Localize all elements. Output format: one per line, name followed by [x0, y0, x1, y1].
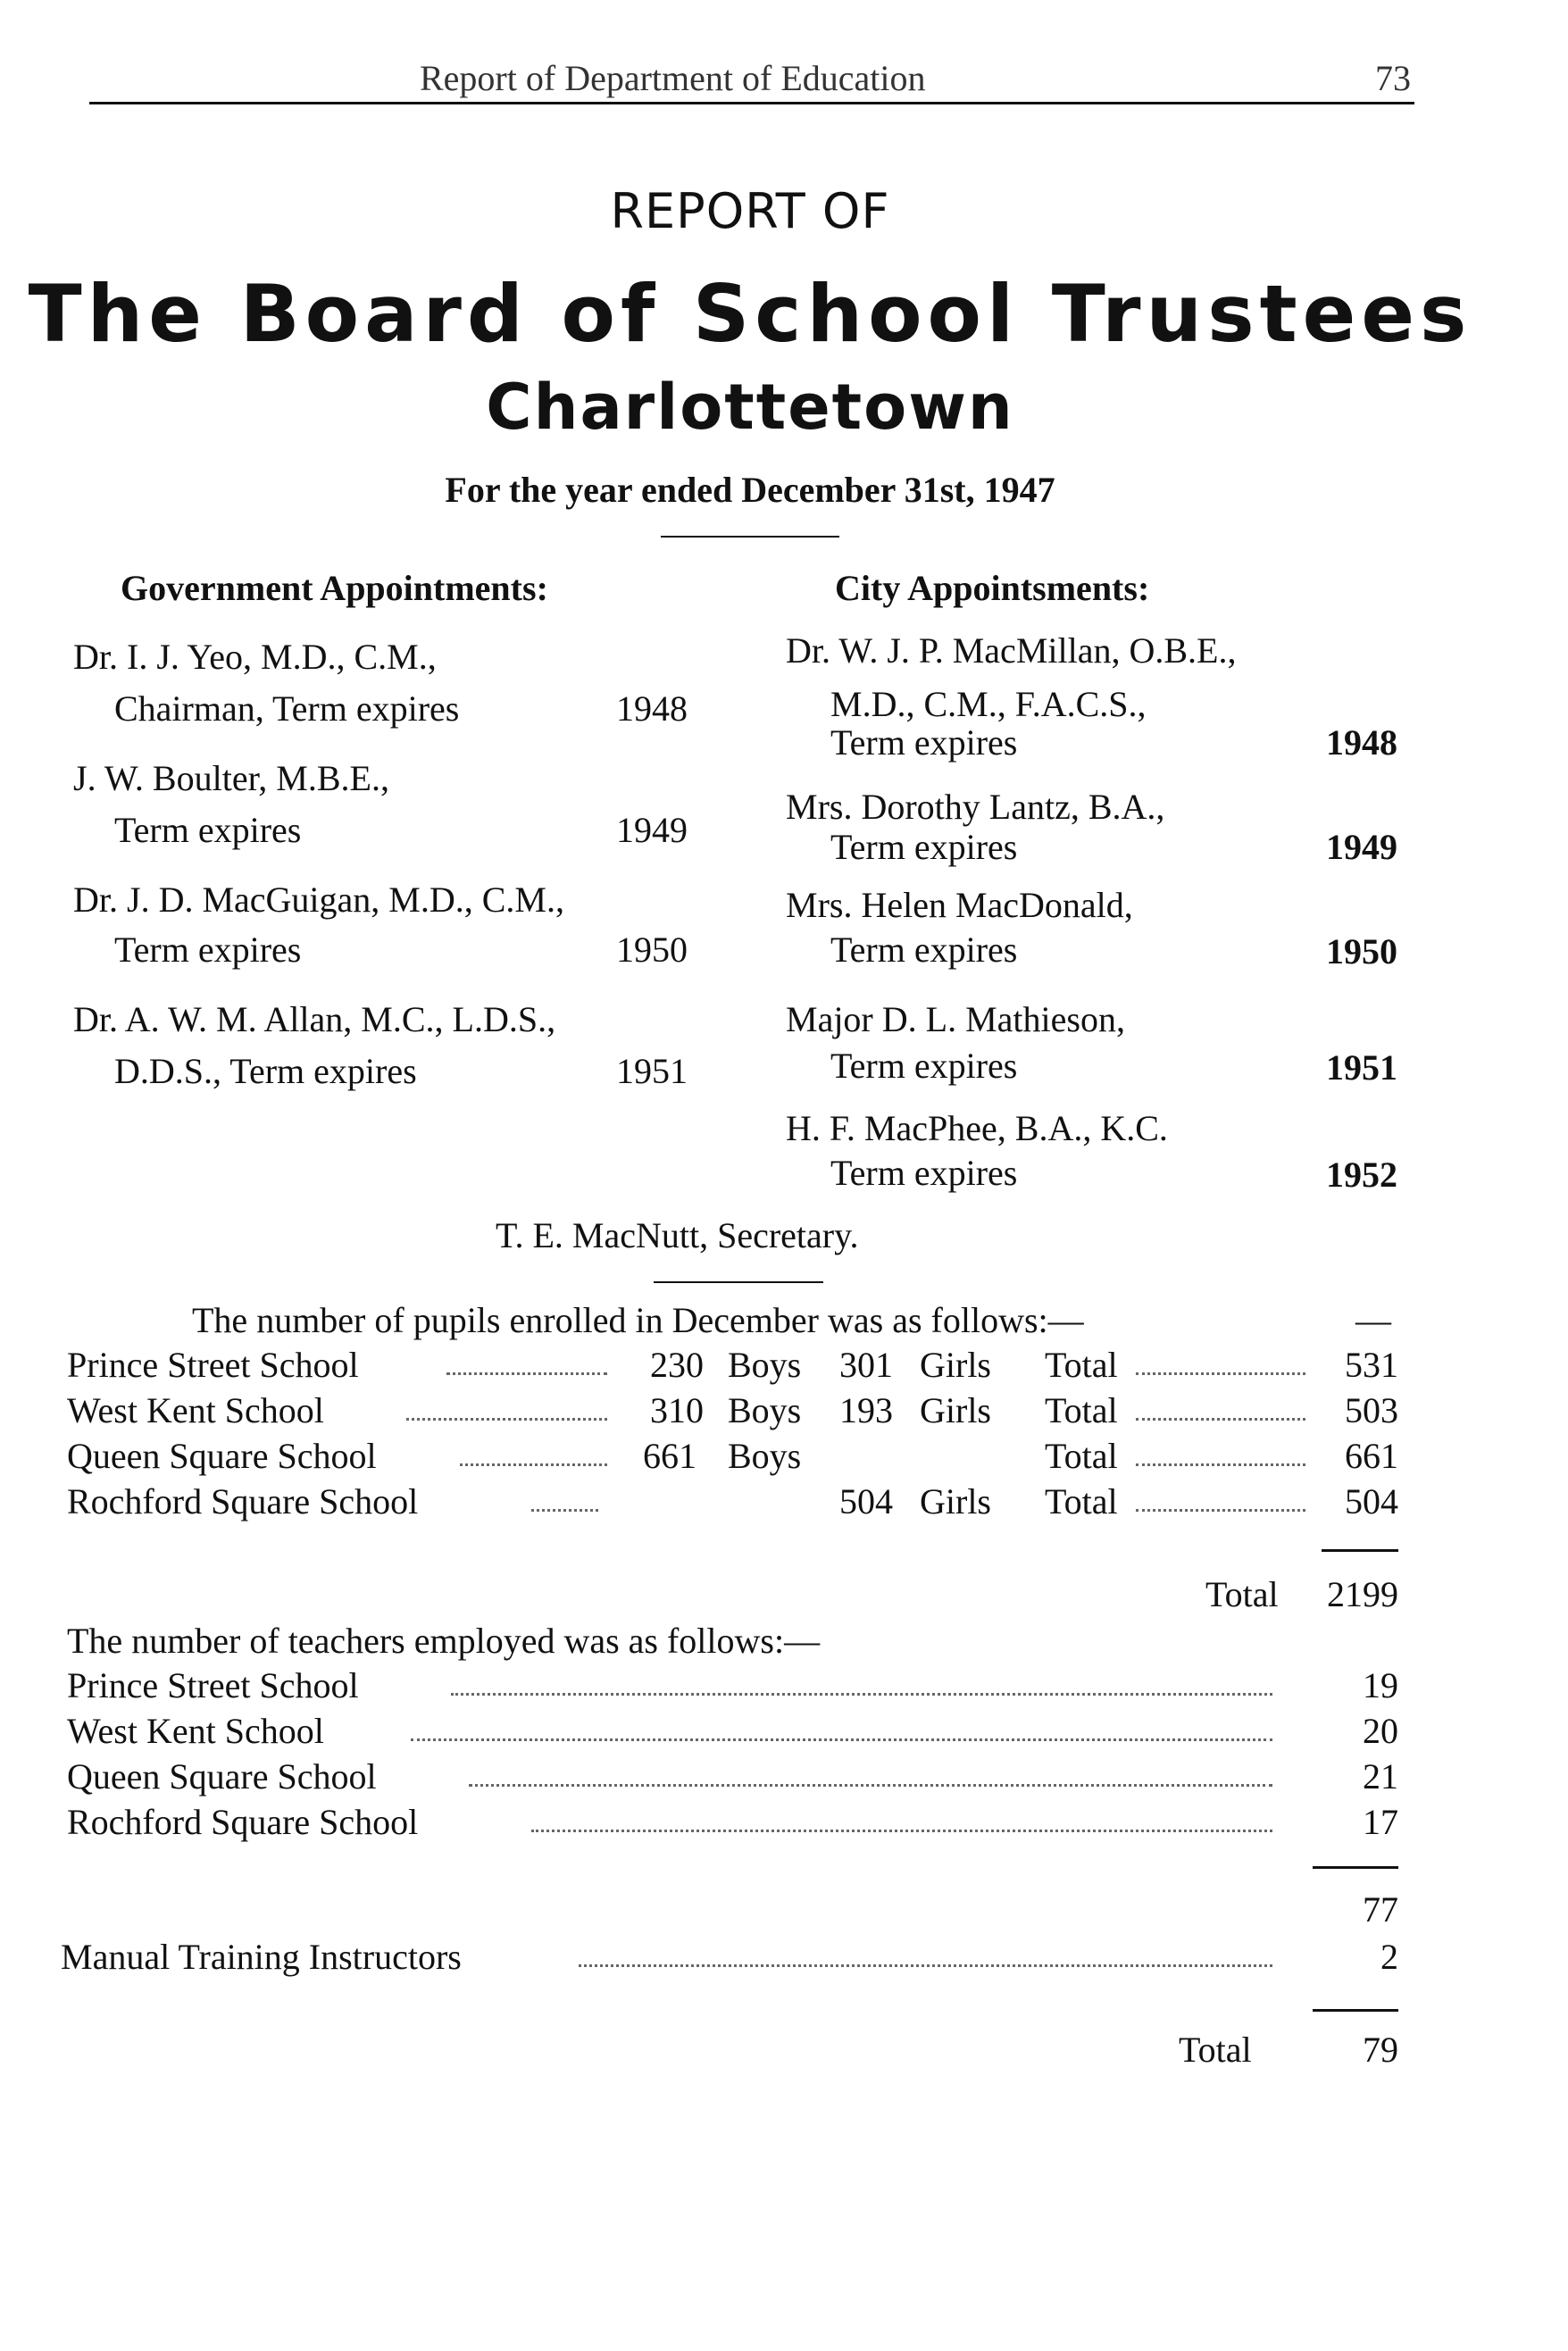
pupils-row-3-total-label: Total [1045, 1436, 1118, 1476]
gov-member-3-year: 1950 [616, 930, 688, 970]
board-title: The Board of School Trustees [28, 268, 1472, 360]
pupils-row-4-leader [531, 1509, 598, 1512]
gov-member-2-year: 1949 [616, 810, 688, 850]
city-heading: City Appointsments: [835, 568, 1150, 608]
city-member-3-term: Term expires [830, 930, 1018, 970]
manual-training-leader [579, 1964, 1272, 1967]
teachers-row-3-leader [469, 1784, 1272, 1787]
teachers-row-4-count: 17 [1363, 1802, 1398, 1842]
pupils-row-1-girls: 301 [839, 1345, 893, 1385]
pupils-row-2-boys-label: Boys [728, 1390, 802, 1430]
teachers-row-1-count: 19 [1363, 1665, 1398, 1705]
pupils-intro: The number of pupils enrolled in December was as follows:— [192, 1300, 1084, 1340]
teachers-intro: The number of teachers employed was as follows:— [67, 1621, 821, 1661]
city-title: Charlottetown [486, 371, 1014, 444]
header-rule [89, 102, 1414, 104]
government-heading: Government Appointments: [121, 568, 548, 608]
city-member-4-year: 1951 [1326, 1047, 1397, 1088]
gov-member-2-name: J. W. Boulter, M.B.E., [73, 758, 389, 798]
pupils-row-1-total-label: Total [1045, 1345, 1118, 1385]
city-member-2-name: Mrs. Dorothy Lantz, B.A., [786, 787, 1165, 827]
teachers-row-2-school: West Kent School [67, 1711, 324, 1751]
pupils-row-3-total: 661 [1345, 1436, 1398, 1476]
gov-member-4-term: D.D.S., Term expires [114, 1051, 417, 1091]
pupils-row-2-school: West Kent School [67, 1390, 324, 1430]
city-member-1-year: 1948 [1326, 722, 1397, 763]
city-member-3-year: 1950 [1326, 931, 1397, 971]
teachers-total-rule [1313, 2009, 1398, 2012]
city-member-1-term: Term expires [830, 722, 1018, 763]
manual-training-label: Manual Training Instructors [61, 1937, 462, 1977]
city-member-1-name: Dr. W. J. P. MacMillan, O.B.E., [786, 630, 1237, 671]
pupils-row-2-girls-label: Girls [920, 1390, 991, 1430]
pupils-row-1-leader [446, 1372, 607, 1375]
gov-member-4-year: 1951 [616, 1051, 688, 1091]
pupils-grand-total-label: Total [1205, 1574, 1279, 1614]
gov-member-1-term: Chairman, Term expires [114, 688, 460, 729]
pupils-row-2-leader [406, 1418, 607, 1421]
teachers-total-label: Total [1179, 2030, 1252, 2070]
city-member-5-name: H. F. MacPhee, B.A., K.C. [786, 1108, 1168, 1148]
gov-member-2-term: Term expires [114, 810, 302, 850]
page-number: 73 [1375, 58, 1411, 98]
pupils-row-2-total: 503 [1345, 1390, 1398, 1430]
gov-member-1-year: 1948 [616, 688, 688, 729]
gov-member-3-term: Term expires [114, 930, 302, 970]
gov-member-4-name: Dr. A. W. M. Allan, M.C., L.D.S., [73, 999, 556, 1039]
teachers-row-2-count: 20 [1363, 1711, 1398, 1751]
pupils-row-1-total: 531 [1345, 1345, 1398, 1385]
pupils-row-3-boys-label: Boys [728, 1436, 802, 1476]
teachers-row-3-count: 21 [1363, 1756, 1398, 1797]
teachers-subtotal: 77 [1363, 1889, 1398, 1930]
city-member-2-term: Term expires [830, 827, 1018, 867]
manual-training-count: 2 [1380, 1937, 1398, 1977]
gov-member-1-name: Dr. I. J. Yeo, M.D., C.M., [73, 637, 437, 677]
city-member-5-term: Term expires [830, 1153, 1018, 1193]
pupils-row-2-total-leader [1136, 1418, 1305, 1421]
teachers-row-1-leader [451, 1693, 1272, 1696]
pupils-total-rule [1322, 1549, 1398, 1552]
pupils-row-1-boys-label: Boys [728, 1345, 802, 1385]
running-title: Report of Department of Education [420, 58, 926, 98]
pupils-row-4-school: Rochford Square School [67, 1481, 419, 1521]
teachers-row-4-school: Rochford Square School [67, 1802, 419, 1842]
pupils-grand-total: 2199 [1327, 1574, 1398, 1614]
teachers-row-3-school: Queen Square School [67, 1756, 377, 1797]
pupils-row-2-total-label: Total [1045, 1390, 1118, 1430]
teachers-row-1-school: Prince Street School [67, 1665, 359, 1705]
pupils-row-1-girls-label: Girls [920, 1345, 991, 1385]
pupils-row-1-total-leader [1136, 1372, 1305, 1375]
teachers-row-2-leader [411, 1738, 1272, 1741]
pupils-row-4-total-label: Total [1045, 1481, 1118, 1521]
report-of-heading: REPORT OF [610, 183, 890, 239]
pupils-row-1-boys: 230 [650, 1345, 704, 1385]
city-member-3-name: Mrs. Helen MacDonald, [786, 885, 1133, 925]
pupils-header-dash: — [1355, 1300, 1391, 1340]
year-subtitle: For the year ended December 31st, 1947 [445, 470, 1055, 510]
pupils-row-4-total-leader [1136, 1509, 1305, 1512]
secretary: T. E. MacNutt, Secretary. [496, 1215, 859, 1255]
secretary-divider [654, 1281, 823, 1283]
city-member-4-name: Major D. L. Mathieson, [786, 999, 1125, 1039]
pupils-row-2-girls: 193 [839, 1390, 893, 1430]
city-member-5-year: 1952 [1326, 1155, 1397, 1195]
pupils-row-4-girls: 504 [839, 1481, 893, 1521]
city-member-2-year: 1949 [1326, 827, 1397, 867]
teachers-row-4-leader [531, 1830, 1272, 1832]
pupils-row-4-total: 504 [1345, 1481, 1398, 1521]
pupils-row-4-girls-label: Girls [920, 1481, 991, 1521]
pupils-row-3-leader [460, 1463, 607, 1466]
pupils-row-1-school: Prince Street School [67, 1345, 359, 1385]
city-member-1-degrees: M.D., C.M., F.A.C.S., [830, 684, 1147, 724]
pupils-row-3-school: Queen Square School [67, 1436, 377, 1476]
pupils-row-3-boys: 661 [643, 1436, 696, 1476]
pupils-row-2-boys: 310 [650, 1390, 704, 1430]
title-divider [661, 536, 839, 538]
city-member-4-term: Term expires [830, 1046, 1018, 1086]
pupils-row-3-total-leader [1136, 1463, 1305, 1466]
teachers-subtotal-rule [1313, 1866, 1398, 1869]
gov-member-3-name: Dr. J. D. MacGuigan, M.D., C.M., [73, 880, 564, 920]
teachers-total: 79 [1363, 2030, 1398, 2070]
